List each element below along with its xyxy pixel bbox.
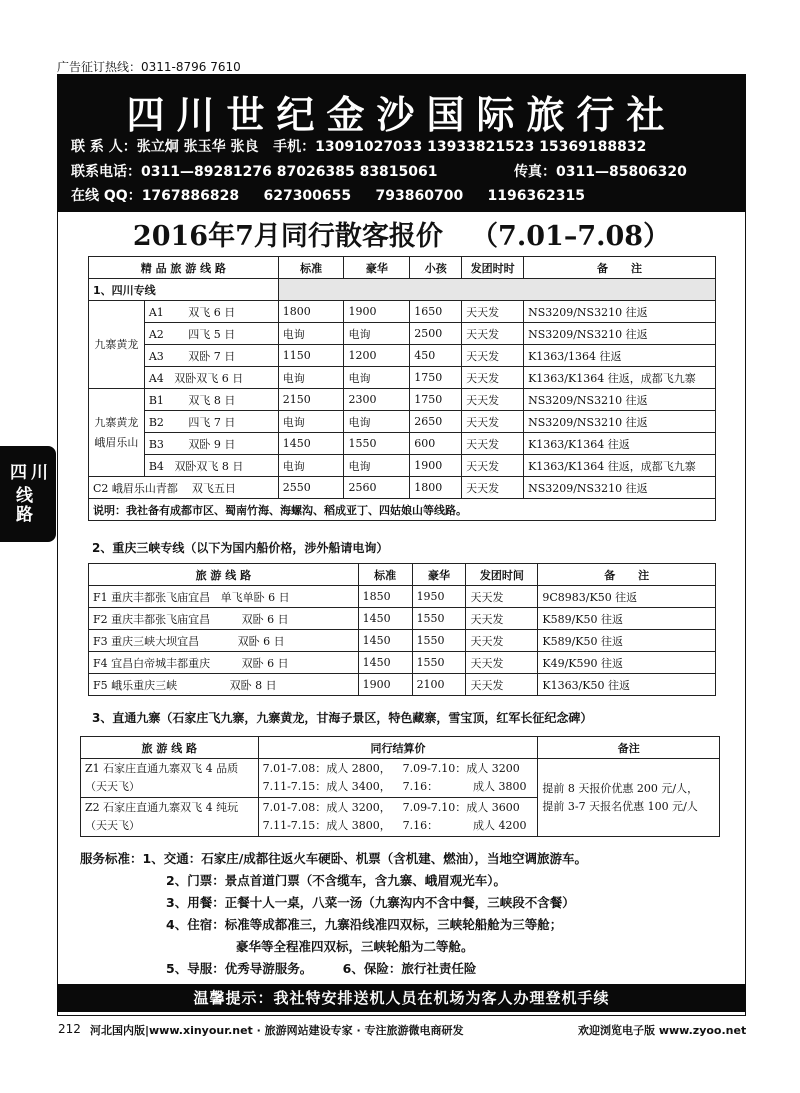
price-luxury: 电询 [344,323,410,345]
group-jiuzhai-emei: 九寨黄龙峨眉乐山 [89,389,145,477]
remark: NS3209/NS3210 往返 [524,301,716,323]
route-cell: F5 峨乐重庆三峡 双卧 8 日 [89,674,359,696]
qq-line [71,185,585,205]
col-settlement-price: 同行结算价 [258,737,538,759]
remark: K589/K50 往返 [538,630,716,652]
departure: 天天发 [462,345,524,367]
price-standard: 1450 [358,630,412,652]
section-jiuzhai-direct: 3、直通九寨（石家庄飞九寨，九寨黄龙，甘海子景区，特色藏寨，雪宝顶，红军长征纪念碑） [92,711,593,725]
remark: K1363/K1364 往返 [524,433,716,455]
route-cell: Z2 石家庄直通九寨双飞 4 纯玩 （天天飞） [81,798,259,837]
departure: 天天发 [466,608,538,630]
mobile-numbers: 13091027033 13933821523 15369188832 [315,139,647,155]
remark: 9C8983/K50 往返 [538,586,716,608]
route-cell: A3 双卧 7 日 [144,345,278,367]
price-standard: 电询 [278,323,344,345]
col-luxury: 豪华 [412,564,466,586]
price-child: 1750 [410,367,462,389]
price-standard: 1800 [278,301,344,323]
table-header-row [89,564,716,586]
route-cell: A2 四飞 5 日 [144,323,278,345]
remark: K49/K590 往返 [538,652,716,674]
departure: 天天发 [462,455,524,477]
route-cell: F2 重庆丰都张飞庙宜昌 双卧 6 日 [89,608,359,630]
price-standard: 1900 [358,674,412,696]
route-cell: B2 四飞 7 日 [144,411,278,433]
departure: 天天发 [462,323,524,345]
price-luxury: 1550 [412,652,466,674]
route-cell: C2 峨眉乐山青都 双飞五日 [89,477,279,499]
table-row [89,608,716,630]
departure: 天天发 [462,433,524,455]
table-row [89,345,716,367]
sichuan-note: 说明：我社备有成都市区、蜀南竹海、海螺沟、稻成亚丁、四姑娘山等线路。 [89,499,716,521]
route-cell: B4 双卧双飞 8 日 [144,455,278,477]
price-luxury: 1900 [344,301,410,323]
price-cell: 7.01-7.08：成人 2800， 7.09-7.10：成人 3200 7.11-7.15：成人 3400， 7.16： 成人 3800 [258,759,538,798]
service-lodging-luxury: 豪华等全程准四双标，三峡轮船为二等舱。 [236,939,474,954]
route-cell: F4 宜昌白帝城丰都重庆 双卧 6 日 [89,652,359,674]
page-number: 212 [58,1022,81,1036]
price-luxury: 电询 [344,367,410,389]
price-child: 450 [410,345,462,367]
price-luxury: 1550 [344,433,410,455]
departure: 天天发 [462,301,524,323]
price-child: 1900 [410,455,462,477]
sichuan-price-table [88,256,716,521]
col-route: 旅 游 线 路 [81,737,259,759]
col-departure: 发团时时 [462,257,524,279]
departure: 天天发 [466,652,538,674]
departure: 天天发 [462,411,524,433]
price-luxury: 2560 [344,477,410,499]
price-child: 1650 [410,301,462,323]
price-luxury: 1950 [412,586,466,608]
remark: NS3209/NS3210 往返 [524,389,716,411]
price-luxury: 电询 [344,455,410,477]
price-luxury: 2100 [412,674,466,696]
remark: K1363/K50 往返 [538,674,716,696]
price-child: 1800 [410,477,462,499]
table-row [89,367,716,389]
table-row [89,674,716,696]
page-title: 2016年7月同行散客报价 （7.01–7.08） [132,221,671,252]
contact-names: 张立炯 张玉华 张良 [136,139,259,155]
price-standard: 1850 [358,586,412,608]
col-route: 旅 游 线 路 [89,564,359,586]
footer-right: 欢迎浏览电子版 www.zyoo.net [578,1024,747,1037]
table-row [89,323,716,345]
table-header-row [89,257,716,279]
price-luxury: 2300 [344,389,410,411]
agency-name: 四川世纪金沙国际旅行社 [126,92,677,137]
note-row [89,499,716,521]
route-cell: Z1 石家庄直通九寨双飞 4 品质 （天天飞） [81,759,259,798]
jiuzhai-price-table [80,736,720,837]
table-row [89,389,716,411]
col-luxury: 豪华 [344,257,410,279]
side-tab-line1: 四川 [10,463,52,483]
col-remarks: 备 注 [538,564,716,586]
remark: K1363/1364 往返 [524,345,716,367]
remark: NS3209/NS3210 往返 [524,477,716,499]
price-luxury: 1200 [344,345,410,367]
ad-hotline: 广告征订热线：0311-8796 7610 [57,60,241,74]
price-standard: 电询 [278,367,344,389]
section-sichuan: 1、四川专线 [89,279,279,301]
remark: K589/K50 往返 [538,608,716,630]
agency-header [57,74,746,212]
departure: 天天发 [462,477,524,499]
table-row [89,652,716,674]
table-row [81,759,720,798]
qq-numbers: 1767886828 627300655 793860700 1196362315 [141,188,585,204]
qq-label: 在线 QQ： [71,188,142,204]
price-child: 2500 [410,323,462,345]
col-standard: 标准 [278,257,344,279]
departure: 天天发 [462,367,524,389]
col-route: 精 品 旅 游 线 路 [89,257,279,279]
col-remarks: 备注 [538,737,720,759]
departure: 天天发 [462,389,524,411]
remark: K1363/K1364 往返，成都飞九寨 [524,367,716,389]
contact-line [71,136,646,156]
table-row [89,455,716,477]
section-row [89,279,716,301]
mobile-label: 手机： [273,139,316,155]
phone-numbers: 0311—89281276 87026385 83815061 [141,164,438,180]
price-child: 1750 [410,389,462,411]
section-chongqing: 2、重庆三峡专线（以下为国内船价格，涉外船请电询） [92,541,389,555]
price-luxury: 电询 [344,411,410,433]
departure: 天天发 [466,586,538,608]
price-standard: 1450 [358,608,412,630]
route-cell: F3 重庆三峡大坝宜昌 双卧 6 日 [89,630,359,652]
route-cell: A4 双卧双飞 6 日 [144,367,278,389]
route-cell: F1 重庆丰都张飞庙宜昌 单飞单卧 6 日 [89,586,359,608]
service-transport: 服务标准：1、交通：石家庄/成都往返火车硬卧、机票（含机建、燃油），当地空调旅游车。 [80,851,588,866]
table-row [89,630,716,652]
col-departure: 发团时间 [466,564,538,586]
service-tickets: 2、门票：景点首道门票（不含缆车，含九寨、峨眉观光车）。 [166,873,506,888]
remark: NS3209/NS3210 往返 [524,411,716,433]
fax-number: 0311—85806320 [556,164,687,180]
price-standard: 电询 [278,411,344,433]
price-standard: 2150 [278,389,344,411]
route-cell: B1 双飞 8 日 [144,389,278,411]
price-child: 2650 [410,411,462,433]
departure: 天天发 [466,674,538,696]
remark-cell: 提前 8 天报价优惠 200 元/人， 提前 3-7 天报名优惠 100 元/人 [538,759,720,837]
remark: K1363/K1364 往返，成都飞九寨 [524,455,716,477]
table-row [89,301,716,323]
price-standard: 电询 [278,455,344,477]
table-row [89,586,716,608]
table-row [89,433,716,455]
price-luxury: 1550 [412,608,466,630]
route-cell: B3 双卧 9 日 [144,433,278,455]
route-cell: A1 双飞 6 日 [144,301,278,323]
side-tab-line2: 线路 [12,486,32,524]
tip-bar: 温馨提示：我社特安排送机人员在机场为客人办理登机手续 [57,984,746,1012]
side-tab-sichuan[interactable] [0,446,56,542]
price-standard: 1450 [278,433,344,455]
table-header-row [81,737,720,759]
contact-label: 联 系 人： [71,139,137,155]
footer-left: 河北国内版|www.xinyour.net · 旅游网站建设专家 · 专注旅游微电商研发 [90,1024,464,1037]
fax-line [514,161,687,181]
table-row [89,477,716,499]
chongqing-price-table [88,563,716,696]
service-lodging: 4、住宿：标准等成都准三，九寨沿线准四双标，三峡轮船舱为三等舱； [166,917,563,932]
table-row [89,411,716,433]
col-standard: 标准 [358,564,412,586]
service-meals: 3、用餐：正餐十人一桌，八菜一汤（九寨沟内不含中餐，三峡段不含餐） [166,895,575,910]
phone-line [71,161,438,181]
price-child: 600 [410,433,462,455]
col-child: 小孩 [410,257,462,279]
price-standard: 2550 [278,477,344,499]
service-guide-insurance: 5、导服：优秀导游服务。 6、保险：旅行社责任险 [166,961,477,976]
price-standard: 1450 [358,652,412,674]
price-luxury: 1550 [412,630,466,652]
price-standard: 1150 [278,345,344,367]
fax-label: 传真： [514,164,556,180]
remark: NS3209/NS3210 往返 [524,323,716,345]
departure: 天天发 [466,630,538,652]
price-cell: 7.01-7.08：成人 3200， 7.09-7.10：成人 3600 7.11-7.15：成人 3800， 7.16： 成人 4200 [258,798,538,837]
phone-label: 联系电话： [71,164,141,180]
col-remarks: 备 注 [524,257,716,279]
group-jiuzhai: 九寨黄龙 [89,301,145,389]
